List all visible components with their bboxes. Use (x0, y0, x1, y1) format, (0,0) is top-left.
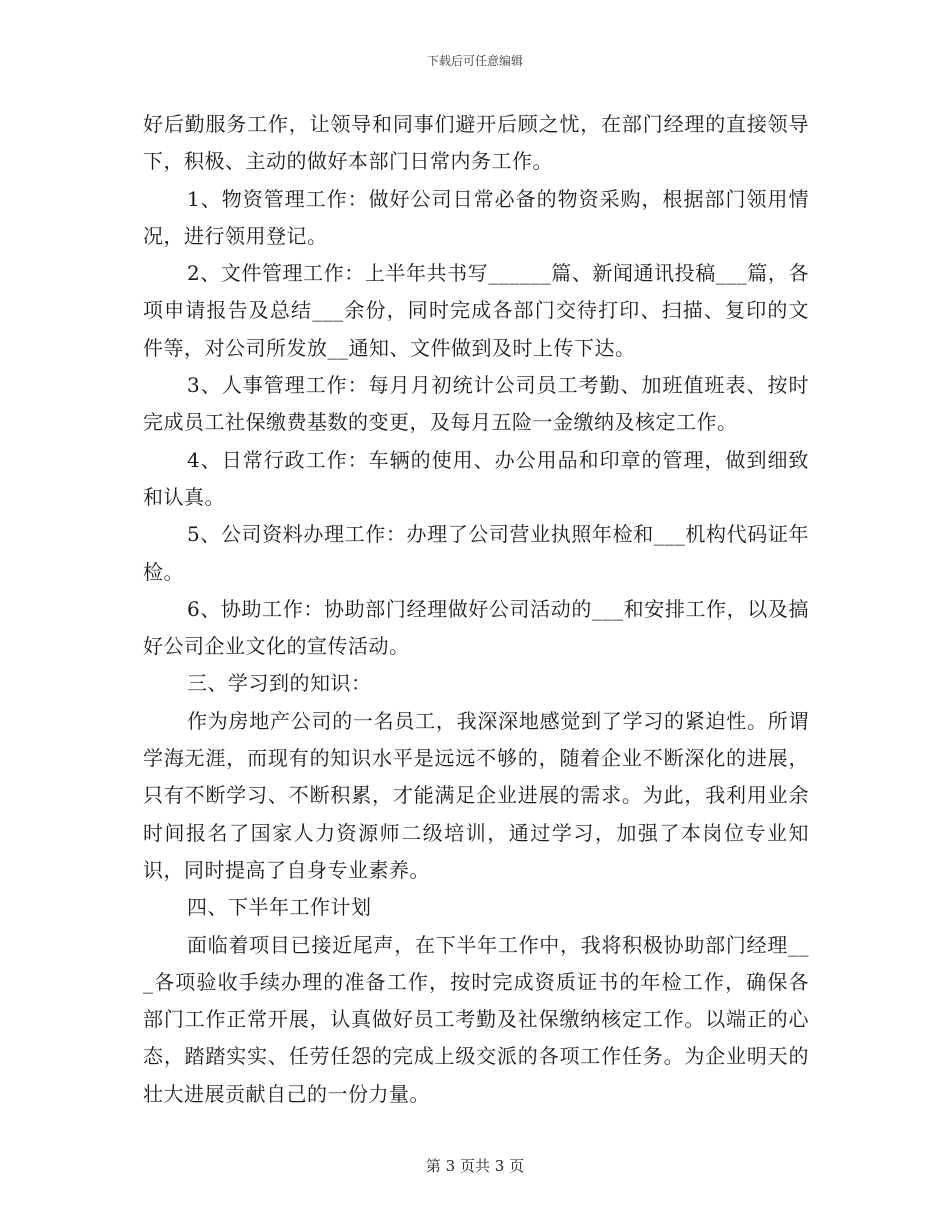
page-footer: 第 3 页共 3 页 (425, 1157, 525, 1175)
paragraph-supplies-management: 1、物资管理工作：做好公司日常必备的物资采购，根据部门领用情况，进行领用登记。 (143, 186, 809, 248)
paragraph-work-plan: 面临着项目已接近尾声，在下半年工作中，我将积极协助部门经理___各项验收手续办理的准备工作，按时完成资质证书的年检工作，确保各部门工作正常开展，认真做好员工考勤及社保缴纳核定工作。以端正的心态，踏踏实实、任劳任怨的完成上级交派的各项工作任务。为企业明天的壮大进展贡献自己的一份力量。 (143, 932, 809, 1106)
paragraph-personnel-management: 3、人事管理工作：每月月初统计公司员工考勤、加班值班表、按时完成员工社保缴费基数的变更，及每月五险一金缴纳及核定工作。 (143, 373, 809, 435)
paragraph-document-management: 2、文件管理工作：上半年共书写______篇、新闻通讯投稿___篇，各项申请报告及总结___余份，同时完成各部门交待打印、扫描、复印的文件等，对公司所发放__通知、文件做到及时上传下达。 (143, 261, 809, 360)
paragraph-learning: 作为房地产公司的一名员工，我深深地感觉到了学习的紧迫性。所谓学海无涯，而现有的知识水平是远远不够的，随着企业不断深化的进展，只有不断学习、不断积累，才能满足企业进展的需求。为此，我利用业余时间报名了国家人力资源师二级培训，通过学习，加强了本岗位专业知识，同时提高了自身专业素养。 (143, 708, 809, 882)
paragraph-assistance-work: 6、协助工作：协助部门经理做好公司活动的___和安排工作，以及搞好公司企业文化的宣传活动。 (143, 596, 809, 659)
page-header: 下载后可任意编辑 (426, 54, 523, 68)
paragraph-continuation: 好后勤服务工作，让领导和同事们避开后顾之忧，在部门经理的直接领导下，积极、主动的做好本部门日常内务工作。 (143, 112, 809, 174)
section-heading-knowledge: 三、学习到的知识： (187, 671, 372, 696)
paragraph-daily-administration: 4、日常行政工作：车辆的使用、办公用品和印章的管理，做到细致和认真。 (143, 447, 809, 509)
paragraph-company-documents: 5、公司资料办理工作：办理了公司营业执照年检和___机构代码证年检。 (143, 522, 809, 584)
document-body (143, 106, 809, 1113)
section-heading-plan: 四、下半年工作计划 (187, 895, 372, 920)
